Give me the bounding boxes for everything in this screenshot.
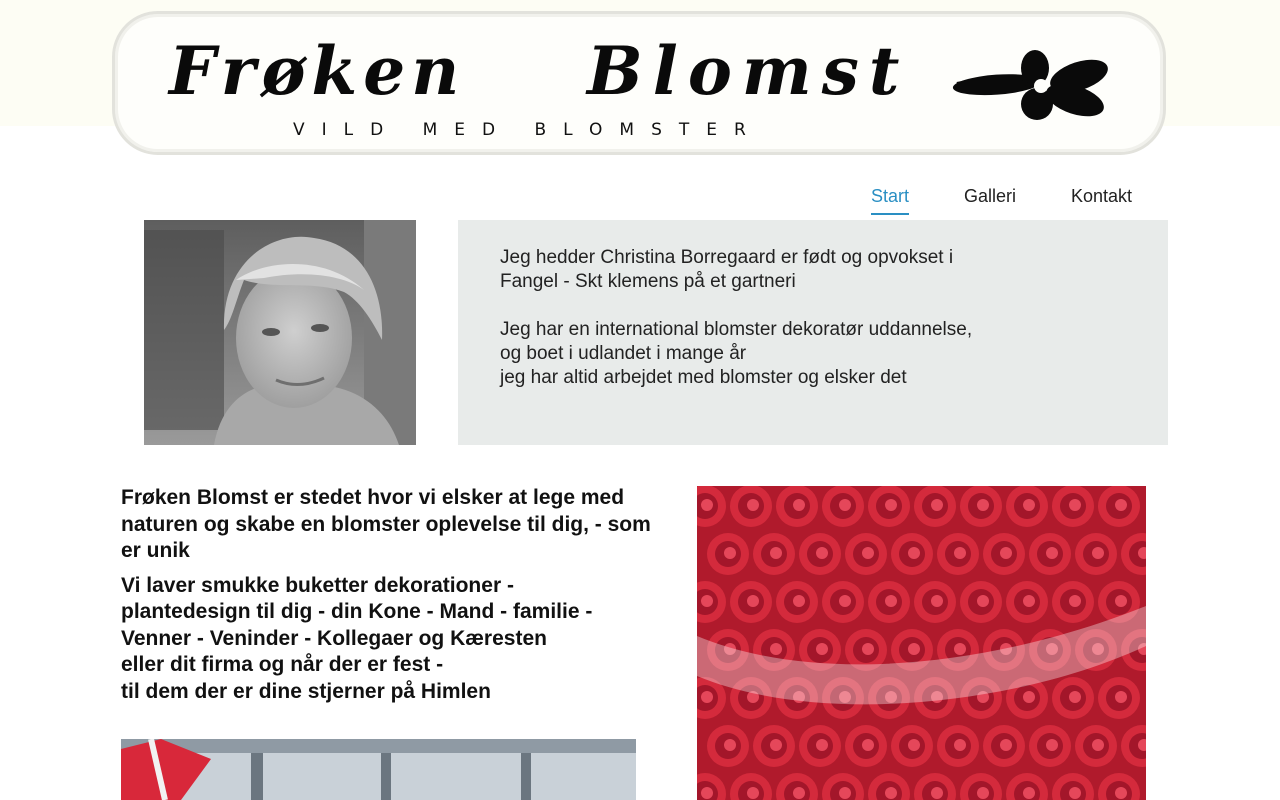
rose-bloom	[891, 725, 933, 767]
tagline-paragraph-2	[121, 573, 681, 706]
tagline-line: er unik	[121, 539, 190, 562]
rose-bloom	[983, 533, 1025, 575]
main-nav	[0, 186, 1280, 218]
rose-bloom	[891, 533, 933, 575]
nav-start[interactable]: Start	[871, 186, 909, 215]
rose-bloom	[1006, 486, 1048, 527]
roses-photo	[697, 486, 1146, 800]
rose-bloom	[1029, 725, 1071, 767]
rose-bloom	[753, 533, 795, 575]
tagline-paragraph-1	[121, 485, 681, 565]
flower-icon	[952, 50, 1112, 123]
tagline-line: Frøken Blomst er stedet hvor vi elsker at lege med	[121, 486, 625, 509]
rose-bloom	[730, 486, 772, 527]
rose-bloom	[914, 486, 956, 527]
tagline-line: naturen og skabe en blomster oplevelse til dig, - som	[121, 512, 651, 536]
rose-bloom	[983, 725, 1025, 767]
rose-bloom	[868, 581, 910, 623]
rose-bloom	[822, 581, 864, 623]
tagline-line: plantedesign til dig - din Kone - Mand - familie -	[121, 600, 593, 623]
rose-bloom	[868, 486, 910, 527]
rose-bloom	[1098, 677, 1140, 719]
tagline-line: Venner - Veninder - Kollegaer og Kæresten	[121, 626, 547, 650]
rose-bloom	[1052, 581, 1094, 623]
rose-bloom	[753, 725, 795, 767]
rose-bloom	[707, 725, 749, 767]
tagline-line: til dem der er dine stjerner på Himlen	[121, 679, 491, 703]
rose-bloom	[776, 581, 818, 623]
rose-bloom	[799, 725, 841, 767]
logo-subtitle: VILD MED BLOMSTER	[293, 120, 763, 140]
rose-bloom	[960, 486, 1002, 527]
intro-text	[500, 246, 1140, 390]
rose-bloom	[960, 581, 1002, 623]
rose-bloom	[937, 533, 979, 575]
rose-bloom	[799, 533, 841, 575]
logo-word-right: Blomst	[587, 32, 910, 110]
portrait-photo	[144, 220, 416, 445]
rose-bloom	[776, 486, 818, 527]
shop-photo	[121, 739, 636, 800]
rose-bloom	[730, 581, 772, 623]
rose-bloom	[822, 486, 864, 527]
tagline-line: eller dit firma og når der er fest -	[121, 653, 444, 676]
rose-bloom	[845, 533, 887, 575]
rose-bloom	[1098, 486, 1140, 527]
intro-line: Jeg hedder Christina Borregaard er født og opvokset i	[500, 247, 954, 268]
tagline-text	[121, 485, 681, 705]
nav-kontakt[interactable]: Kontakt	[1071, 186, 1133, 206]
site-logo[interactable]	[112, 11, 1166, 155]
intro-line: jeg har altid arbejdet med blomster og elsker det	[500, 367, 907, 388]
rose-bloom	[707, 533, 749, 575]
rose-bloom	[845, 725, 887, 767]
rose-bloom	[1029, 533, 1071, 575]
tagline-line: Vi laver smukke buketter dekorationer -	[121, 573, 514, 597]
rose-bloom	[1075, 725, 1117, 767]
intro-line: Jeg har en international blomster dekoratør uddannelse,	[500, 319, 973, 340]
rose-bloom	[914, 581, 956, 623]
nav-galleri[interactable]: Galleri	[964, 186, 1017, 206]
rose-bloom	[937, 725, 979, 767]
rose-bloom	[1052, 677, 1094, 719]
intro-line: og boet i udlandet i mange år	[500, 343, 747, 364]
logo-word-left: Frøken	[169, 32, 466, 110]
rose-bloom	[1075, 533, 1117, 575]
intro-panel	[458, 220, 1168, 445]
rose-bloom	[1052, 486, 1094, 527]
rose-bloom	[1006, 581, 1048, 623]
intro-line: Fangel - Skt klemens på et gartneri	[500, 271, 796, 292]
